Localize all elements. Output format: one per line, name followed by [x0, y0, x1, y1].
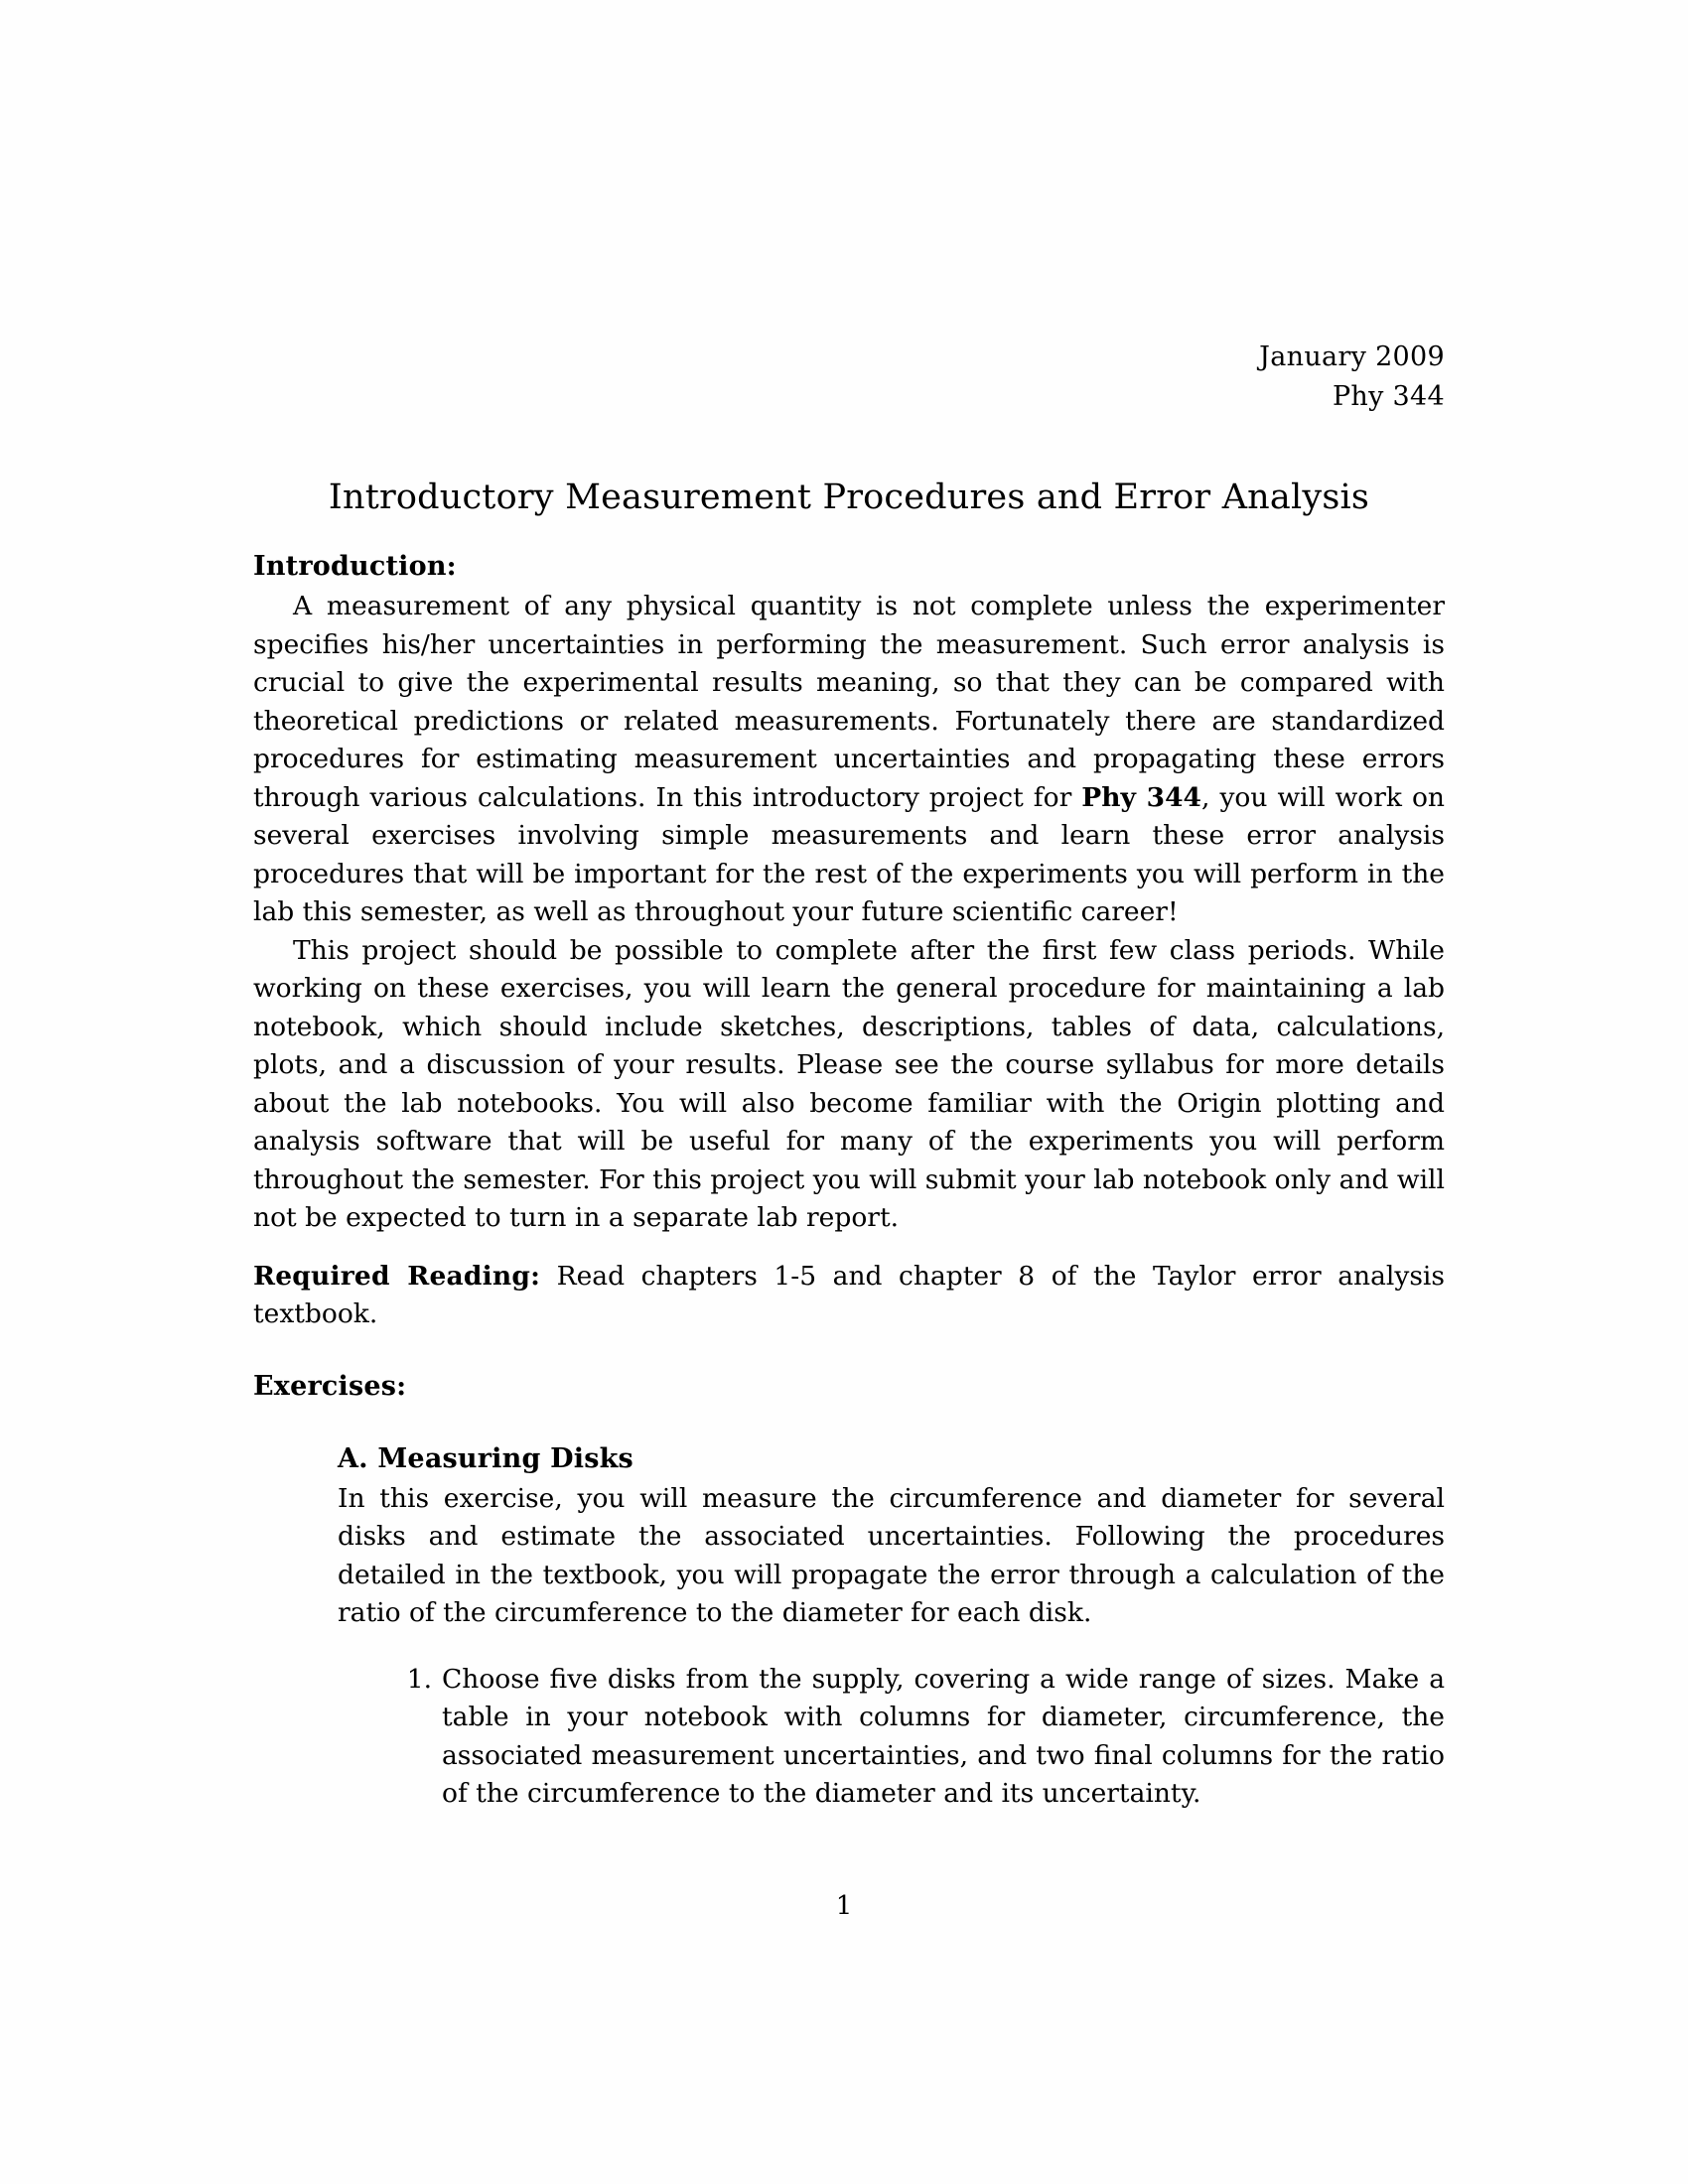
list-item	[392, 1661, 1445, 1814]
introduction-paragraph-1	[253, 588, 1445, 932]
intro-p1-text-after-bold: , you will work on several exercises involving simple measurements and learn these error analysis procedures that will be important for the rest of the experiments you will perform in the lab this semester, as well as throughout your future scientific career!	[253, 781, 1445, 927]
header-date: January 2009	[1259, 341, 1445, 372]
page-number: 1	[835, 1891, 853, 1921]
exercise-section-a	[338, 1439, 1445, 1814]
document-header	[253, 338, 1445, 417]
spacer	[253, 1238, 1445, 1258]
exercise-a-description: In this exercise, you will measure the circumference and diameter for several disks and estimate the associated uncertainties. Following the procedures detailed in the textbook, you will propagate the error through a calculation of the ratio of the circumference to the diameter for each disk.	[338, 1482, 1445, 1628]
spacer	[253, 1406, 1445, 1439]
header-course: Phy 344	[1332, 381, 1445, 412]
list-item-text: Choose five disks from the supply, covering a wide range of sizes. Make a table in your notebook with columns for diameter, circumference, the associated measurement uncertainties, and two final columns for the ratio of the circumference to the diameter and its uncertainty.	[442, 1663, 1445, 1809]
introduction-heading: Introduction:	[253, 551, 457, 582]
spacer	[253, 1334, 1445, 1368]
required-reading-label: Required Reading:	[253, 1260, 541, 1292]
course-code-emphasis: Phy 344	[1081, 781, 1201, 813]
intro-p1-text-before-bold: A measurement of any physical quantity is not complete unless the experimenter specifies his/her uncertainties in performing the measurement. Such error analysis is crucial to give the experimental results meaning, so that they can be compared with theoretical predictions or related measurements. Fortunately there are standardized procedures for estimating measurement uncertainties and propagating these errors through various calculations. In this introductory project for	[253, 591, 1445, 813]
exercise-a-steps	[338, 1661, 1445, 1814]
exercise-a-title: A. Measuring Disks	[338, 1442, 633, 1474]
document-body	[253, 548, 1445, 1824]
list-item-marker: 1.	[406, 1663, 432, 1695]
page-title: Introductory Measurement Procedures and Error Analysis	[328, 478, 1370, 517]
required-reading-text: Read chapters 1-5 and chapter 8 of the Taylor error analysis textbook.	[253, 1260, 1446, 1329]
exercises-heading: Exercises:	[253, 1370, 407, 1402]
introduction-paragraph-2: This project should be possible to complete after the first few class periods. While working on these exercises, you will learn the general procedure for maintaining a lab notebook, which should include sketches, descriptions, tables of data, calculations, plots, and a discussion of your results. Please see the course syllabus for more details about the lab notebooks. You will also become familiar with the Origin plotting and analysis software that will be useful for many of the experiments you will perform throughout the semester. For this project you will submit your lab notebook only and will not be expected to turn in a separate lab report.	[253, 934, 1445, 1233]
required-reading-paragraph	[253, 1258, 1445, 1334]
